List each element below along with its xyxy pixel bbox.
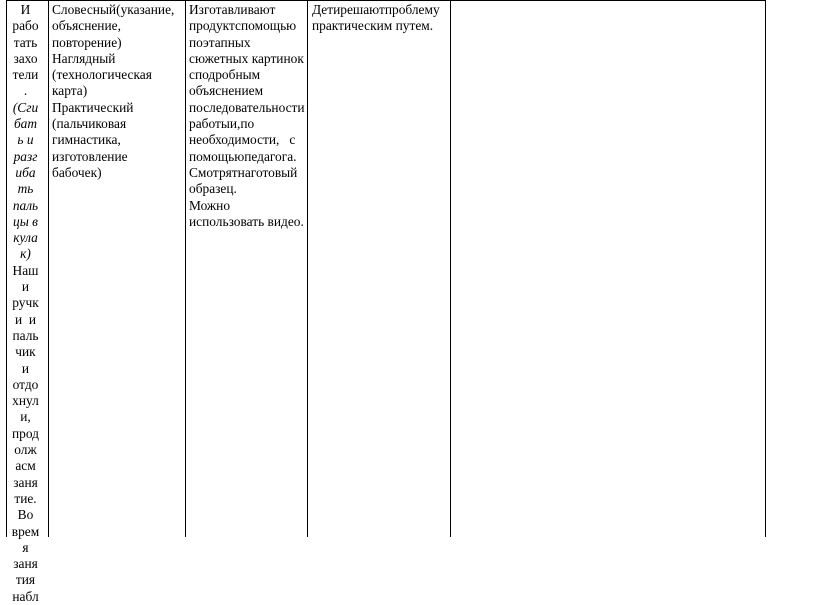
stage-cell — [8, 2, 43, 605]
activity-line-14: использовать видео. — [189, 213, 304, 229]
table-top-border — [6, 0, 766, 1]
stage-text-line: отдо — [12, 376, 39, 392]
column-border-6 — [765, 0, 766, 537]
stage-text-line: цы в — [13, 213, 38, 229]
methods-word: Словесный — [52, 2, 117, 17]
column-border-4 — [307, 0, 308, 537]
stage-text-line: прод — [12, 425, 39, 441]
result-line-1 — [312, 2, 446, 18]
activity-word: помощью — [189, 148, 245, 164]
stage-text-line: заня — [13, 474, 38, 490]
methods-line-9: гимнастика, — [52, 132, 121, 148]
activity-line-8 — [189, 116, 304, 132]
activity-word: подробным — [194, 67, 261, 83]
stage-text-line: ть — [17, 181, 34, 197]
stage-text-line: захо — [13, 50, 38, 66]
activity-line-9: необходимости, с — [189, 132, 296, 148]
stage-text-line: тия — [15, 572, 36, 588]
activity-line-4: сюжетных картинок — [189, 50, 304, 66]
methods-line-5: (технологическая — [52, 67, 152, 83]
methods-line-2: объяснение, — [52, 18, 121, 34]
result-word: решают — [340, 2, 385, 17]
stage-text-line: хнул — [12, 393, 39, 409]
stage-text-line: олж — [14, 442, 37, 458]
column-border-5 — [450, 0, 451, 537]
activity-line-5 — [189, 67, 304, 83]
methods-line-8: (пальчиковая — [52, 116, 127, 132]
methods-line-4: Наглядный — [52, 50, 116, 66]
activity-word: Смотрят — [189, 164, 238, 180]
stage-text-line: заня — [13, 556, 38, 572]
stage-text-line: и — [21, 360, 30, 376]
stage-text-line: (Сги — [12, 99, 39, 115]
activity-line-2 — [189, 18, 304, 34]
methods-cell — [52, 2, 180, 181]
result-word: проблему — [384, 2, 440, 17]
stage-text-line: к) — [20, 246, 31, 262]
result-line-2: практическим путем. — [312, 18, 434, 34]
stage-text-line: бат — [13, 116, 38, 132]
stage-text-line: Во — [17, 507, 34, 523]
methods-line-3: повторение) — [52, 34, 122, 50]
stage-text-line: разг — [13, 148, 38, 164]
activity-word: по — [240, 116, 255, 132]
activity-word: продукт — [189, 18, 236, 34]
stage-text-line: паль — [12, 327, 39, 343]
stage-text-line: ручк — [12, 295, 39, 311]
activity-word: готовый — [250, 164, 298, 180]
result-cell — [312, 2, 446, 35]
activity-line-7: последовательности — [189, 99, 305, 115]
stage-text-line: и, — [20, 409, 31, 425]
stage-text-line: врем — [11, 523, 40, 539]
column-border-3 — [185, 0, 186, 537]
stage-text-line: кула — [13, 230, 38, 246]
activity-line-13: Можно — [189, 197, 231, 213]
stage-text-line: рабо — [12, 18, 39, 34]
methods-line-7: Практический — [52, 99, 134, 115]
stage-text-line: асм — [15, 458, 36, 474]
stage-text-line: ь и — [17, 132, 34, 148]
activity-word: с — [189, 67, 195, 83]
methods-word: (указание, — [116, 2, 175, 17]
activity-word: педагога. — [244, 148, 297, 164]
activity-line-6: объяснением — [189, 83, 264, 99]
stage-text-line: иба — [15, 164, 36, 180]
activity-word: на — [237, 164, 251, 180]
methods-line-6: карта) — [52, 83, 88, 99]
activity-line-11 — [189, 165, 304, 181]
activity-word: с — [235, 18, 241, 34]
stage-text-line: тели — [12, 67, 39, 83]
stage-text-line: и и — [14, 311, 37, 327]
column-border-1 — [6, 0, 7, 537]
activity-word: и, — [229, 116, 241, 132]
methods-line-1 — [52, 2, 180, 18]
activity-line-10 — [189, 149, 304, 165]
activity-cell — [189, 2, 304, 230]
stage-text-line: набл — [12, 588, 39, 604]
activity-line-1: Изготавливают — [189, 2, 276, 17]
stage-text-line: и — [21, 279, 30, 295]
stage-text-line: чик — [15, 344, 36, 360]
stage-text-line: тать — [13, 34, 38, 50]
result-word: Дети — [312, 2, 341, 17]
methods-line-10: изготовление бабочек) — [52, 148, 128, 180]
stage-text-line: . — [23, 83, 28, 99]
stage-text-line: я — [22, 539, 29, 555]
column-border-2 — [48, 0, 49, 537]
activity-line-12: образец. — [189, 181, 237, 197]
stage-text-line: И — [20, 2, 31, 17]
stage-text-line: паль — [12, 197, 39, 213]
activity-word: помощью — [240, 18, 297, 34]
activity-line-3: поэтапных — [189, 34, 251, 50]
stage-text-line: Наш — [12, 262, 39, 278]
activity-word: работы — [189, 116, 230, 132]
stage-text-line: тие. — [14, 490, 37, 506]
